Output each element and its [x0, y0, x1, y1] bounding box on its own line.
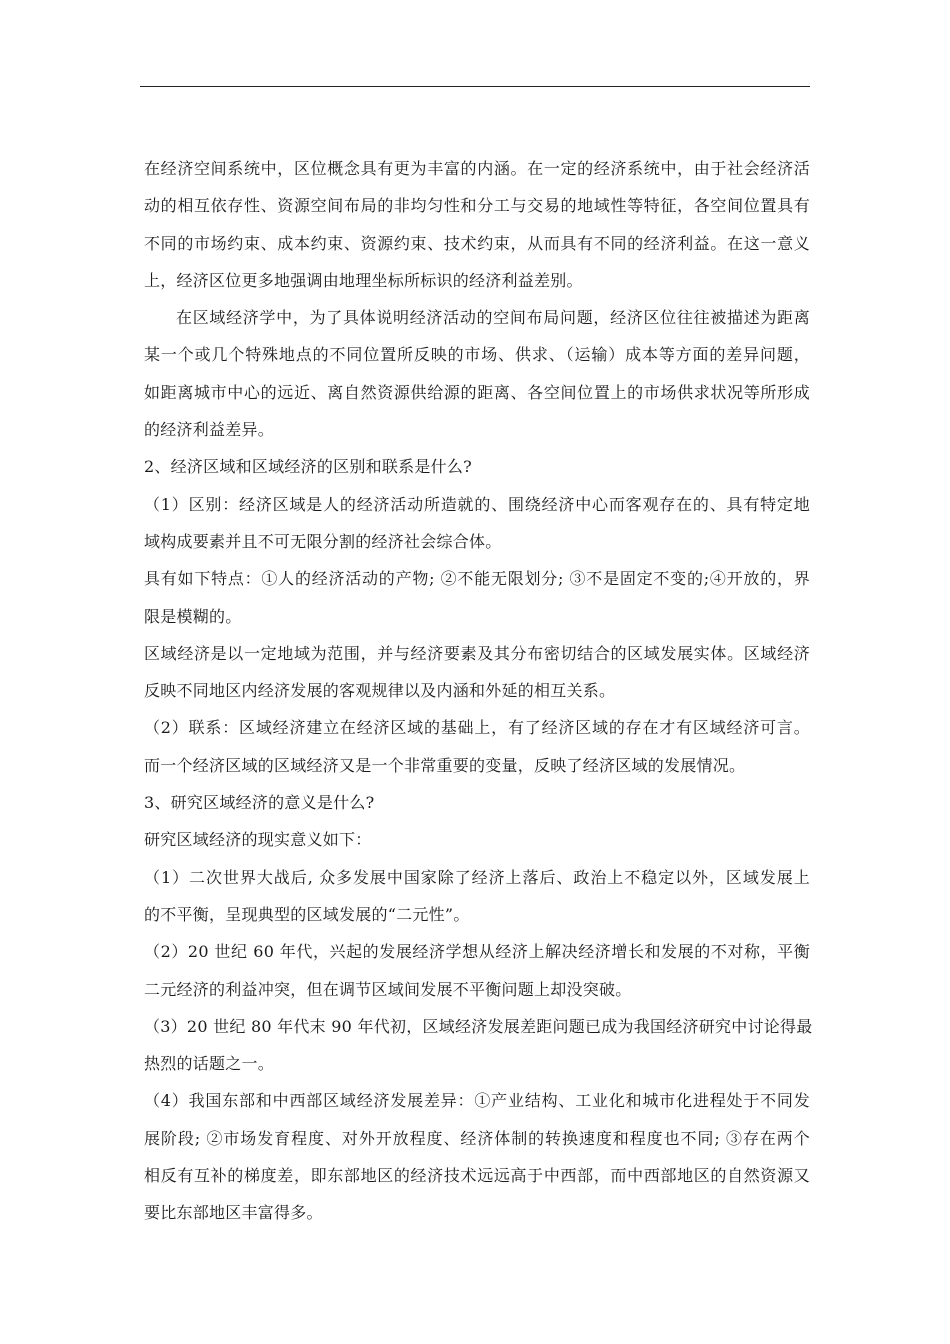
text-line: 区域经济是以一定地域为范围，并与经济要素及其分布密切结合的区域发展实体。区域经济: [144, 643, 810, 663]
text-line: 反映不同地区内经济发展的客观规律以及内涵和外延的相互关系。: [144, 681, 616, 701]
text-line: 不同的市场约束、成本约束、资源约束、技术约束，从而具有不同的经济利益。在这一意义: [144, 233, 810, 253]
text-line: 具有如下特点：①人的经济活动的产物; ②不能无限划分; ③不是固定不变的;④开放的，界: [144, 569, 810, 589]
body-text: [144, 150, 813, 1232]
text-line: 上，经济区位更多地强调由地理坐标所标识的经济利益差别。: [144, 270, 583, 290]
text-line: 动的相互依存性、资源空间布局的非均匀性和分工与交易的地域性等特征，各空间位置具有: [144, 196, 810, 216]
text-line: 要比东部地区丰富得多。: [144, 1203, 323, 1223]
text-line: 域构成要素并且不可无限分割的经济社会综合体。: [144, 531, 502, 551]
text-line: 限是模糊的。: [144, 606, 242, 626]
section-heading: 2、经济区域和区域经济的区别和联系是什么?: [144, 457, 473, 477]
text-line: 热烈的话题之一。: [144, 1054, 275, 1074]
text-line: 研究区域经济的现实意义如下：: [144, 830, 372, 850]
text-line: 的经济利益差异。: [144, 420, 275, 440]
text-line: 二元经济的利益冲突，但在调节区域间发展不平衡问题上却没突破。: [144, 979, 632, 999]
header-rule: [140, 86, 810, 87]
text-line: 在经济空间系统中，区位概念具有更为丰富的内涵。在一定的经济系统中，由于社会经济活: [144, 159, 810, 178]
text-line: （4）我国东部和中西部区域经济发展差异：①产业结构、工业化和城市化进程处于不同发: [144, 1091, 810, 1111]
text-line: （3）20 世纪 80 年代末 90 年代初，区域经济发展差距问题已成为我国经济研究中讨论得最: [144, 1016, 813, 1036]
text-line: 的不平衡，呈现典型的区域发展的“二元性”。: [144, 904, 470, 924]
section-heading: 3、研究区域经济的意义是什么?: [144, 793, 375, 813]
text-line: 展阶段; ②市场发育程度、对外开放程度、经济体制的转换速度和程度也不同; ③存在两个: [144, 1128, 810, 1148]
text-line: 而一个经济区域的区域经济又是一个非常重要的变量，反映了经济区域的发展情况。: [144, 755, 746, 775]
text-line: 相反有互补的梯度差，即东部地区的经济技术远远高于中西部，而中西部地区的自然资源又: [144, 1166, 810, 1186]
text-line: （2）联系：区域经济建立在经济区域的基础上，有了经济区域的存在才有区域经济可言。: [144, 718, 810, 738]
text-line: 如距离城市中心的远近、离自然资源供给源的距离、各空间位置上的市场供求状况等所形成: [144, 382, 810, 402]
text-line: （1）二次世界大战后, 众多发展中国家除了经济上落后、政治上不稳定以外，区域发展上: [144, 867, 810, 887]
text-line: 某一个或几个特殊地点的不同位置所反映的市场、供求、（运输）成本等方面的差异问题，: [144, 345, 810, 365]
text-line: 在区域经济学中，为了具体说明经济活动的空间布局问题，经济区位往往被描述为距离: [176, 308, 810, 328]
text-line: （1）区别：经济区域是人的经济活动所造就的、围绕经济中心而客观存在的、具有特定地: [144, 494, 810, 514]
text-line: （2）20 世纪 60 年代，兴起的发展经济学想从经济上解决经济增长和发展的不对称，平衡: [144, 942, 810, 962]
